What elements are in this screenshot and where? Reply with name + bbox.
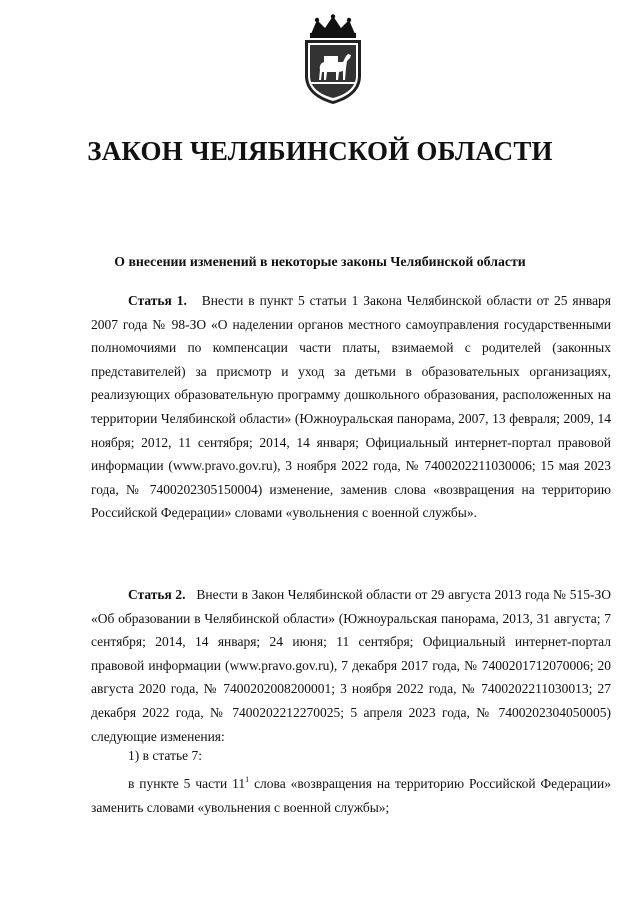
law-title: ЗАКОН ЧЕЛЯБИНСКОЙ ОБЛАСТИ	[87, 136, 553, 166]
article-2	[91, 583, 611, 748]
subpoint-text-before: в пункте 5 части 11	[128, 776, 246, 791]
article-2-text: Внести в Закон Челябинской области от 29 августа 2013 года № 515-ЗО «Об образовании в Челябинской области» (Южноуральская панорама, 2013, 31 августа; 7 сентября; 2014, 14 января; 24 июня; 11 сентября; Официальный интернет-портал правовой информации (www.pravo.gov.ru), 7 декабря 2017 года, № 7400201712070006; 20 августа 2020 года, № 7400202008200001; 3 ноября 2022 года, № 7400202211030013; 27 декабря 2022 года, № 7400202212270025; 5 апреля 2023 года, № 7400202304050005) следующие изменения:	[91, 587, 612, 744]
subpoint-superscript: 1	[245, 775, 250, 784]
article-1-heading: Статья 1.	[128, 293, 187, 308]
subpoint-text-after: слова «возвращения на территорию Российской Федерации» заменить словами «увольнения с военной службы»;	[91, 776, 611, 815]
article-2-item-1-subpoint	[91, 772, 611, 819]
chelyabinsk-coat-of-arms-icon	[297, 14, 369, 106]
article-2-item-1: 1) в статье 7:	[128, 748, 202, 763]
law-subtitle: О внесении изменений в некоторые законы Челябинской области	[114, 254, 526, 269]
article-1-text: Внести в пункт 5 статьи 1 Закона Челябинской области от 25 января 2007 года № 98-ЗО «О наделении органов местного самоуправления государственными полномочиями по компенсации части платы, взимаемой с родителей (законных представителей) за присмотр и уход за детьми в образовательных организациях, реализующих образовательную программу дошкольного образования, расположенных на территории Челябинской области» (Южноуральская панорама, 2007, 13 февраля; 2009, 14 ноября; 2012, 11 сентября; 2014, 14 января; Официальный интернет-портал правовой информации (www.pravo.gov.ru), 3 ноября 2022 года, № 7400202211030006; 15 мая 2023 года, № 7400202305150004) изменение, заменив слова «возвращения на территорию Российской Федерации» словами «увольнения с военной службы».	[91, 293, 612, 521]
article-1	[91, 289, 611, 525]
article-2-heading: Статья 2.	[128, 587, 186, 602]
